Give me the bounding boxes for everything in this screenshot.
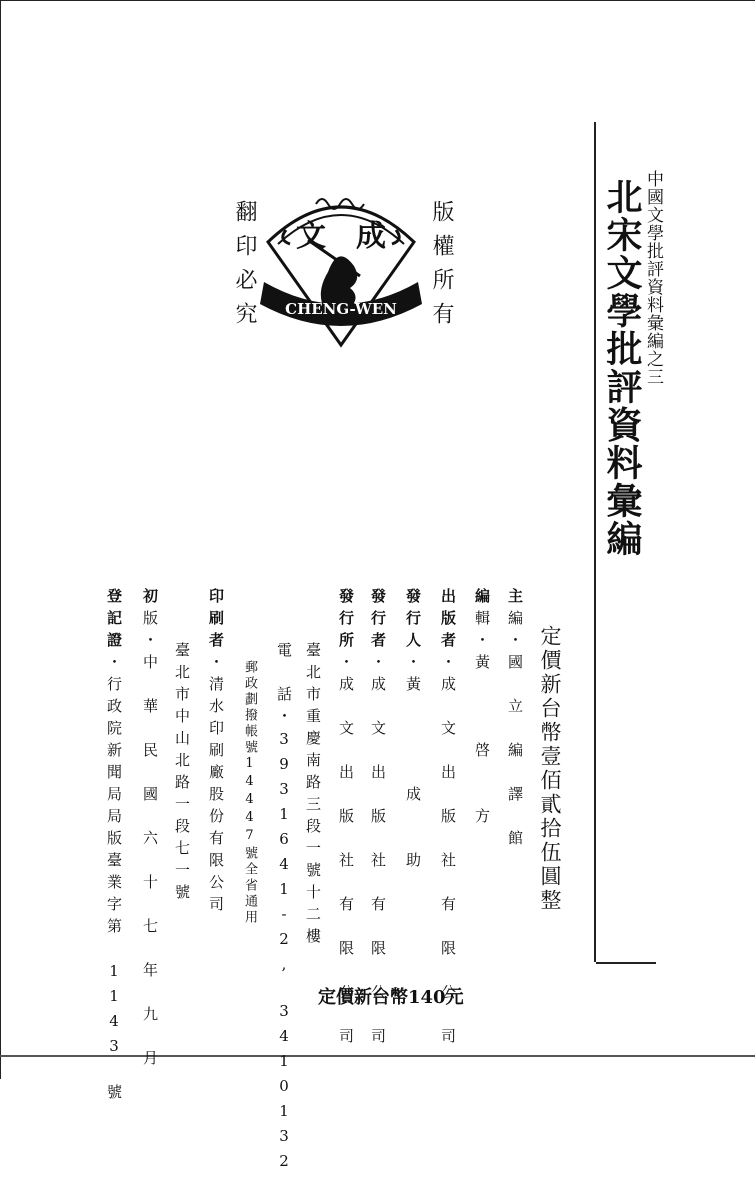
title-divider-foot xyxy=(596,962,656,964)
book-title: 北宋文學批評資料彙編 xyxy=(601,178,642,558)
credit-issuer: 發行者・成 文 出 版 社 有 限 公 司 xyxy=(369,588,387,1050)
credit-printer-address: 臺北市中山北路一段七一號 xyxy=(173,642,191,906)
copyright-notice-left: 翻印必究 xyxy=(232,200,257,336)
credit-first-edition: 初版・中 華 民 國 六 十 七 年 九 月 xyxy=(141,588,159,1072)
credit-registration: 登記證・行政院新聞局局版臺業字第 1143 號 xyxy=(105,588,123,1106)
page-border-top xyxy=(0,0,755,1)
title-divider-rule xyxy=(594,122,596,962)
credit-chief-editor: 主編・國 立 編 譯 館 xyxy=(506,588,524,852)
logo-band-text: CHENG-WEN xyxy=(285,300,397,318)
credit-publisher: 出版者・成 文 出 版 社 有 限 公 司 xyxy=(439,588,457,1050)
publisher-logo xyxy=(256,180,426,355)
logo-char-left: 文 xyxy=(296,219,326,254)
credit-compiler: 編輯・黃 啓 方 xyxy=(473,588,491,830)
credit-phone: 電 話・3931641-2, 3410132 xyxy=(275,642,293,1177)
footer-price-stamp: 定價新台幣140元 xyxy=(318,987,464,1008)
copyright-notice-right: 版權所有 xyxy=(429,200,454,336)
price-line: 定價新台幣壹佰貳拾伍圓整 xyxy=(538,625,562,913)
credit-issuer-person: 發行人・黃 成 助 xyxy=(404,588,422,874)
credit-printer: 印刷者・清水印刷廠股份有限公司 xyxy=(207,588,225,918)
series-label: 中國文學批評資料彙編之三 xyxy=(643,170,663,386)
credit-postal-account: 郵政劃撥帳號14447號全省通用 xyxy=(242,660,257,926)
credit-issuing-office: 發行所・成 文 出 版 社 有 限 公 司 xyxy=(337,588,355,1050)
credit-address: 臺北市重慶南路三段一號十二樓 xyxy=(304,642,322,950)
logo-char-right: 成 xyxy=(356,219,386,254)
page-border-left xyxy=(0,0,1,1079)
